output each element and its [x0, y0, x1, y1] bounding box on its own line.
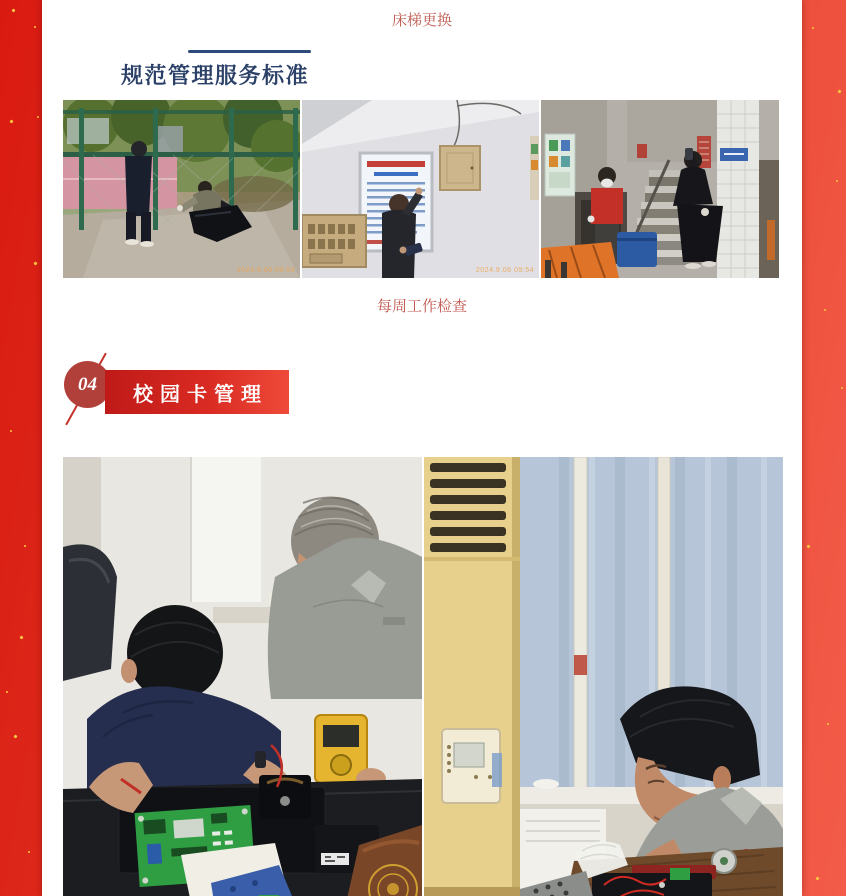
section-title: 规范管理服务标准 — [121, 63, 310, 88]
article-panel — [42, 0, 802, 896]
gold-speck — [28, 851, 31, 854]
gold-speck — [34, 26, 37, 29]
gold-speck — [837, 89, 841, 93]
wall-notice-check-photo — [302, 100, 539, 278]
stairway-inspection-photo — [541, 100, 779, 278]
gold-speck — [815, 876, 819, 880]
gold-speck — [806, 544, 810, 548]
gold-speck — [824, 309, 827, 312]
campus-card-header — [42, 353, 802, 423]
gold-speck — [9, 119, 13, 123]
gold-speck — [37, 116, 40, 119]
card-reader-repair-photo — [63, 457, 422, 896]
gold-speck — [836, 180, 839, 183]
section-title-block — [42, 50, 802, 88]
campus-card-title: 校园卡管理 — [133, 383, 268, 406]
section-standards — [42, 50, 802, 316]
gold-speck — [19, 635, 23, 639]
weekly-check-photo-strip — [63, 100, 779, 278]
section-number: 04 — [78, 373, 97, 395]
card-reader-repair-scene — [63, 457, 422, 896]
gold-speck — [827, 723, 830, 726]
soldering-repair-photo — [424, 457, 783, 896]
campus-card-banner — [105, 370, 289, 414]
section-number-badge — [64, 361, 111, 408]
outdoor-cleanup-photo — [63, 100, 300, 278]
photo-caption-top: 床梯更换 — [391, 12, 452, 29]
campus-card-photo-pair — [63, 457, 783, 896]
title-divider — [188, 50, 311, 53]
outdoor-cleanup-scene — [63, 100, 300, 278]
photo-timestamp: 2024.9.06 09:53 — [236, 267, 295, 275]
gold-speck — [13, 734, 17, 738]
gold-speck — [24, 545, 27, 548]
gold-speck — [6, 691, 9, 694]
photo-caption-weekly-check: 每周工作检查 — [376, 298, 467, 316]
gold-speck — [11, 8, 15, 12]
gold-speck — [812, 27, 815, 30]
gold-speck — [841, 387, 844, 390]
gold-speck — [33, 261, 37, 265]
wall-notice-scene — [302, 100, 539, 278]
section-campus-card — [42, 353, 802, 896]
soldering-repair-scene — [424, 457, 783, 896]
photo-timestamp: 2024.9.06 09:54 — [475, 267, 534, 275]
gold-speck — [10, 430, 13, 433]
stairway-scene — [541, 100, 779, 278]
